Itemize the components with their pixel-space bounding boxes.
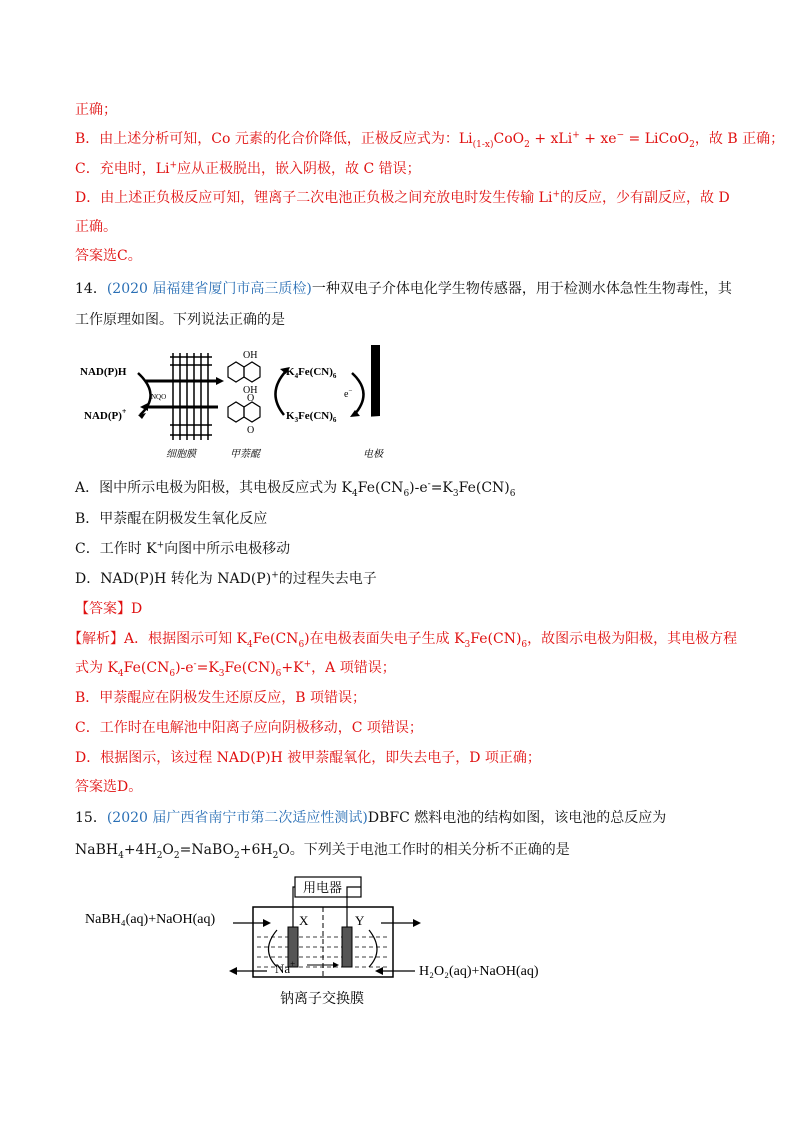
mediator-arrow: [275, 371, 286, 415]
nadp-label: NAD(P)+: [84, 407, 127, 422]
q14-answer: 【答案】D: [75, 601, 143, 617]
prev-final-answer: 答案选C。: [75, 248, 142, 264]
electrode: [371, 345, 380, 417]
q14-stem-line1: 14．(2020 届福建省厦门市高三质检)一种双电子介体电化学生物传感器，用于检测水体急性生物毒性，其: [75, 281, 732, 297]
y-label: Y: [355, 913, 365, 928]
na-ion-label: Na+: [275, 959, 296, 976]
nqo-label: NQO: [151, 393, 167, 401]
membrane-caption: 细胞膜: [166, 449, 196, 460]
q14-analysis-line5: D．根据图示，该过程 NAD(P)H 被甲萘醌氧化，即失去电子，D 项正确；: [75, 750, 541, 766]
load-label: 用电器: [303, 880, 343, 895]
left-feed-label: NaBH₄(aq)+NaOH(aq): [85, 912, 216, 927]
biosensor-diagram: [80, 345, 400, 465]
nadph-label: NAD(P)H: [80, 366, 127, 378]
k3fecn6-label: $K_3Fe(CN)_6$: [286, 410, 337, 424]
q14-option-b: B．甲萘醌在阴极发生氧化反应: [75, 511, 268, 527]
electron-label: e−: [344, 387, 353, 400]
o-bottom: O: [247, 425, 255, 436]
q14-option-d: D．NAD(P)H 转化为 NAD(P)+的过程失去电子: [75, 570, 377, 587]
prev-option-d: D．由上述正负极反应可知，锂离子二次电池正负极之间充放电时发生传输 Li+的反应，少有副反应，故 D: [75, 189, 730, 206]
oh-top: OH: [243, 350, 258, 361]
electrode-caption: 电极: [363, 449, 383, 460]
o-top: O: [247, 393, 255, 404]
q14-option-a: A．图中所示电极为阳极，其电极反应式为 $K_4Fe(CN_6)-e^-=K_3Fe(CN)_6$: [75, 479, 516, 499]
right-feed-label: H₂O₂(aq)+NaOH(aq): [419, 964, 539, 979]
q15-stem-line1: 15．(2020 届广西省南宁市第二次适应性测试)DBFC 燃料电池的结构如图，该电池的总反应为: [75, 810, 667, 826]
x-label: X: [299, 913, 309, 928]
oh-bottom: OH: [243, 385, 258, 396]
q14-final-answer: 答案选D。: [75, 779, 143, 795]
fuel-cell-diagram: [85, 875, 585, 1025]
prev-correct-line: 正确；: [75, 102, 117, 118]
q14-stem-line2: 工作原理如图。下列说法正确的是: [75, 312, 285, 328]
q14-analysis-line2: 式为 $K_4Fe(CN_6)-e^-=K_3Fe(CN)_6+K^+$，A 项错误；: [75, 659, 396, 679]
prev-option-b: B．由上述分析可知，Co 元素的化合价降低，正极反应式为：$Li_{(1-x)}CoO_2 + xLi^+ + xe^-$ = LiCoO$_2$，故 B 正确；: [75, 130, 785, 150]
electron-arrow: [352, 373, 364, 415]
q14-analysis-line3: B．甲萘醌应在阴极发生还原反应，B 项错误；: [75, 690, 367, 706]
electrode-y: [342, 927, 352, 967]
q14-analysis-line1: 【解析】A．根据图示可知 $K_4Fe(CN_6)$在电极表面失电子生成 $K_3Fe(CN)_6$，故图示电极为阳极，其电极方程: [68, 631, 738, 650]
membrane-caption: 钠离子交换膜: [280, 992, 364, 1007]
quinone-caption: 甲萘醌: [230, 449, 260, 460]
q15-source: (2020 届广西省南宁市第二次适应性测试): [106, 810, 368, 826]
q14-analysis-line4: C．工作时在电解池中阳离子应向阴极移动，C 项错误；: [75, 720, 423, 736]
cell-membrane: [170, 353, 212, 440]
prev-option-c: C．充电时，Li+应从正极脱出，嵌入阴极，故 C 错误；: [75, 160, 421, 177]
q14-option-c: C．工作时 K+向图中所示电极移动: [75, 540, 291, 557]
q15-stem-line2: $NaBH_4+4H_2O_2=NaBO_2+6H_2O$。下列关于电池工作时的相关分析不正确的是: [75, 842, 570, 861]
q14-source: (2020 届福建省厦门市高三质检): [106, 281, 312, 297]
k4fecn6-label: $K_4Fe(CN)_6$: [286, 366, 337, 380]
prev-option-d-cont: 正确。: [75, 219, 117, 235]
